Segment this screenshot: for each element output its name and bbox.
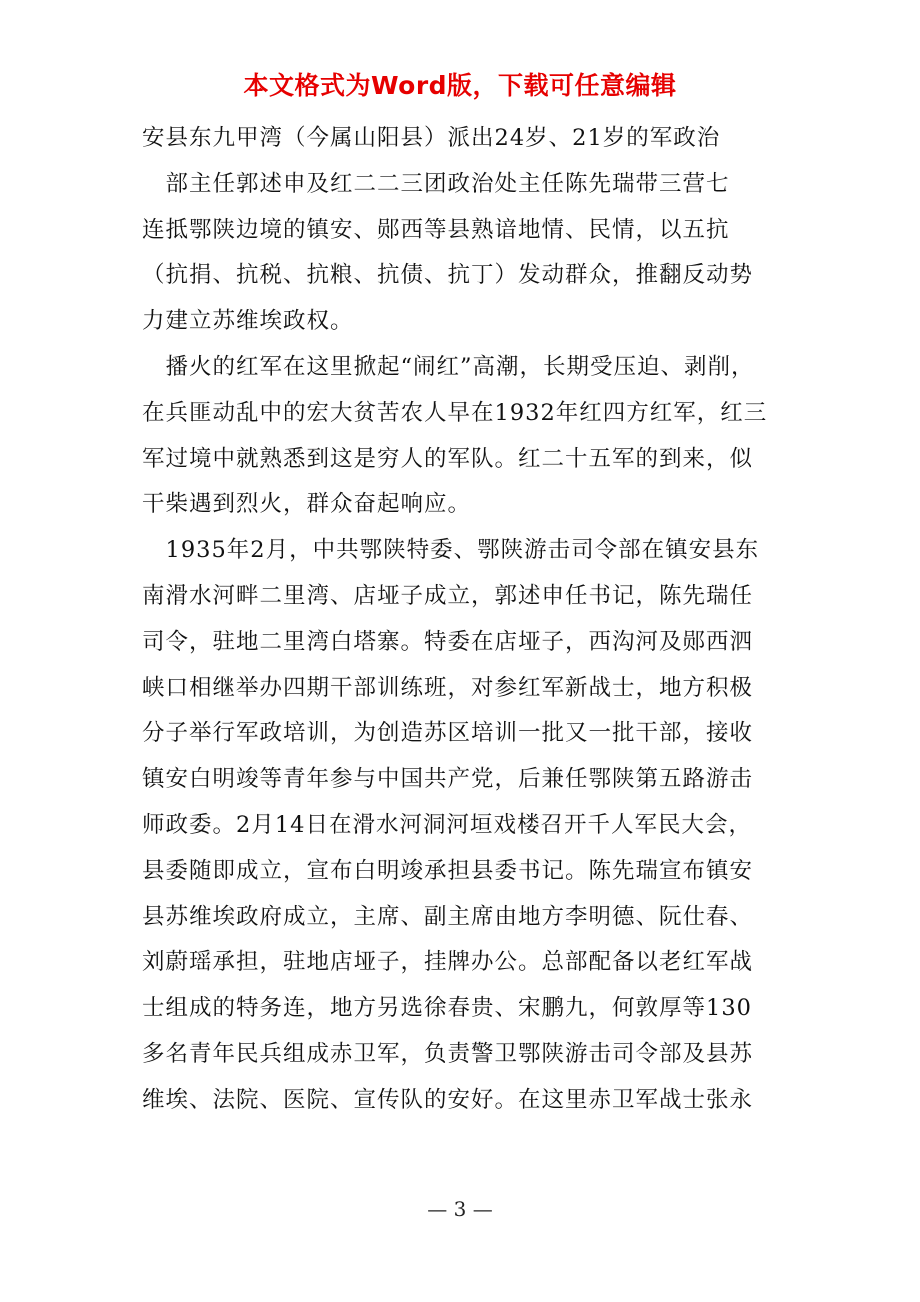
text-line: 镇安白明竣等青年参与中国共产党，后兼任鄂陕第五路游击 — [142, 766, 754, 793]
text-line: 干柴遇到烈火，群众奋起响应。 — [142, 491, 472, 518]
text-line: 师政委。2月14日在滑水河洞河垣戏楼召开千人军民大会， — [142, 811, 752, 838]
text-line: （抗捐、抗税、抗粮、抗债、抗丁）发动群众，推翻反动势 — [142, 262, 754, 289]
text-line: 南滑水河畔二里湾、店垭子成立，郭述申任书记，陈先瑞任 — [142, 582, 754, 609]
page-number: — 3 — — [427, 1197, 493, 1221]
text-line: 刘蔚瑶承担，驻地店垭子，挂牌办公。总部配备以老红军战 — [142, 949, 754, 976]
text-line: 县委随即成立，宣布白明竣承担县委书记。陈先瑞宣布镇安 — [142, 857, 754, 884]
text-line: 力建立苏维埃政权。 — [142, 308, 354, 335]
text-line: 多名青年民兵组成赤卫军，负责警卫鄂陕游击司令部及县苏 — [142, 1040, 754, 1067]
text-line: 播火的红军在这里掀起“闹红”高潮，长期受压迫、剥削， — [142, 353, 755, 380]
text-line: 部主任郭述申及红二二三团政治处主任陈先瑞带三营七 — [142, 170, 730, 197]
text-line: 分子举行军政培训，为创造苏区培训一批又一批干部，接收 — [142, 720, 754, 747]
text-line: 1935年2月，中共鄂陕特委、鄂陕游击司令部在镇安县东 — [142, 537, 760, 564]
text-line: 峡口相继举办四期干部训练班，对参红军新战士，地方积极 — [142, 674, 754, 701]
text-line: 军过境中就熟悉到这是穷人的军队。红二十五军的到来，似 — [142, 445, 754, 472]
text-line: 维埃、法院、医院、宣传队的安好。在这里赤卫军战士张永 — [142, 1086, 754, 1113]
document-body — [142, 116, 802, 1124]
text-line: 司令，驻地二里湾白塔寨。特委在店垭子，西沟河及郧西泗 — [142, 628, 754, 655]
text-line: 县苏维埃政府成立，主席、副主席由地方李明德、阮仕春、 — [142, 903, 754, 930]
text-line: 士组成的特务连，地方另选徐春贵、宋鹏九，何敦厚等130 — [142, 995, 752, 1022]
text-line: 连抵鄂陕边境的镇安、郧西等县熟谙地情、民情，以五抗 — [142, 216, 730, 243]
download-banner: 本文格式为Word版，下载可任意编辑 — [243, 71, 677, 100]
text-line: 安县东九甲湾（今属山阳县）派出24岁、21岁的军政治 — [142, 125, 721, 151]
text-line: 在兵匪动乱中的宏大贫苦农人早在1932年红四方红军，红三 — [142, 399, 768, 426]
